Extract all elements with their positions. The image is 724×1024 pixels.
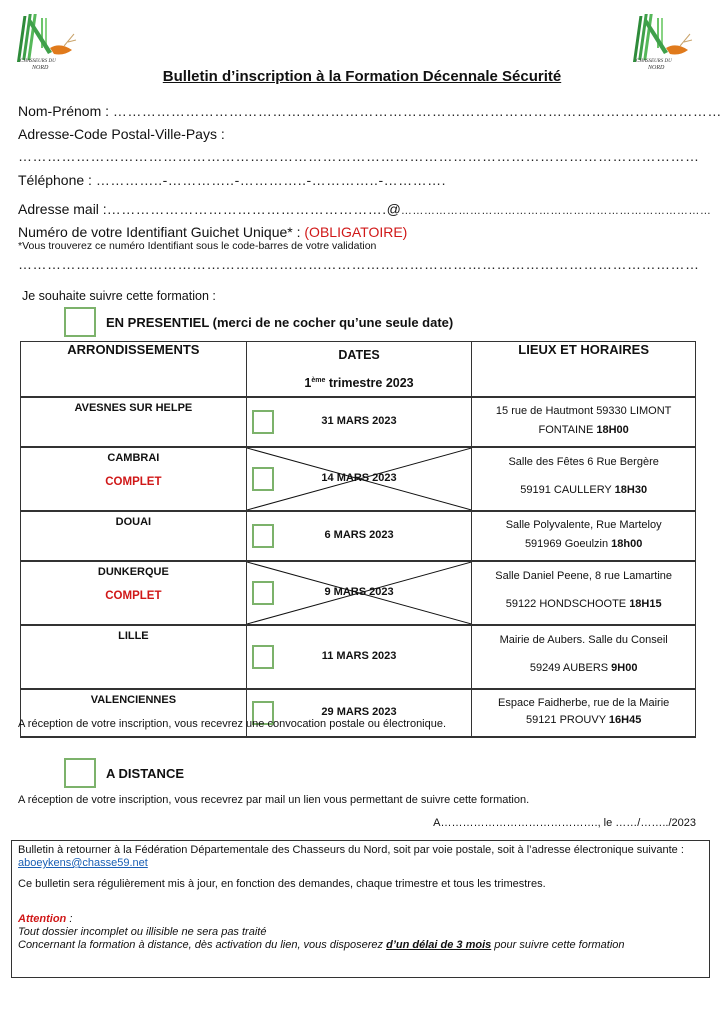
header-dates-title: DATES	[338, 348, 380, 362]
lieu-cell: Salle Polyvalente, Rue Marteloy 591969 Goeulzin 18h00	[472, 511, 696, 561]
horaire: 18H30	[614, 484, 648, 497]
date-cell-crossed	[246, 561, 472, 625]
distance-checkbox[interactable]	[64, 758, 96, 788]
return-instructions: Bulletin à retourner à la Fédération Départementale des Chasseurs du Nord, soit par voie postale, soit à l’adresse électronique suivante : aboeykens@chasse59.net	[18, 844, 684, 869]
intro-text: Je souhaite suivre cette formation :	[22, 289, 216, 303]
distance-note: A réception de votre inscription, vous recevrez par mail un lien vous permettant de suivre cette formation.	[18, 794, 530, 806]
info-box	[11, 840, 710, 978]
identifiant-label: Numéro de votre Identifiant Guichet Unique* :	[18, 224, 305, 240]
presentiel-checkbox[interactable]	[64, 307, 96, 337]
email-fill-local: ………………………………………………….	[106, 201, 387, 217]
presentiel-option[interactable]	[64, 307, 453, 337]
date-cell[interactable]	[246, 511, 472, 561]
attention-line-2: Concernant la formation à distance, dès activation du lien, vous disposerez d’un délai de 3 mois pour suivre cette formation	[18, 939, 625, 951]
horaire: 9H00	[611, 662, 638, 675]
arrondissement-cell: LILLE	[21, 625, 247, 689]
name-field[interactable]	[18, 103, 722, 119]
table-row	[21, 397, 696, 447]
phone-field[interactable]	[18, 172, 446, 188]
chasseurs-du-nord-logo-icon	[16, 12, 82, 72]
lieu-cell: Salle des Fêtes 6 Rue Bergère 59191 CAULLERY 18H30	[472, 447, 696, 511]
required-badge: (OBLIGATOIRE)	[304, 224, 408, 240]
horaire: 18H00	[596, 424, 629, 437]
name-label: Nom-Prénom :	[18, 103, 113, 119]
header-dates-period: 1ème trimestre 2023	[304, 376, 414, 391]
cross-out-icon	[247, 562, 472, 624]
email-field[interactable]	[18, 201, 711, 217]
header-dates	[246, 342, 472, 398]
address-label: Adresse-Code Postal-Ville-Pays :	[18, 126, 225, 142]
arrondissement-cell: CAMBRAI COMPLET	[21, 447, 247, 511]
table-row	[21, 447, 696, 511]
date-cell-crossed	[246, 447, 472, 511]
table-row	[21, 561, 696, 625]
identifiant-field[interactable]	[18, 256, 700, 272]
svg-text:CHASSEURS DU: CHASSEURS DU	[636, 59, 672, 64]
presentiel-note: A réception de votre inscription, vous recevrez une convocation postale ou électronique.	[18, 718, 447, 730]
svg-text:NORD: NORD	[32, 65, 49, 71]
arrondissement-cell: DOUAI	[21, 511, 247, 561]
session-date: 6 MARS 2023	[324, 528, 394, 541]
email-fill-domain: ………………………………………………………………………	[400, 205, 712, 217]
contact-email-link[interactable]: aboeykens@chasse59.net	[18, 857, 148, 869]
session-date: 14 MARS 2023	[321, 471, 397, 484]
identifiant-fill: ……………………………………………………………………………………………………………………………	[18, 256, 700, 272]
arrondissement-cell: VALENCIENNES	[21, 689, 247, 737]
date-cell[interactable]	[246, 625, 472, 689]
date-cell[interactable]	[246, 397, 472, 447]
update-note: Ce bulletin sera régulièrement mis à jour, en fonction des demandes, chaque trimestre et tous les trimestres.	[18, 878, 546, 890]
lieu-cell: Mairie de Aubers. Salle du Conseil 59249 AUBERS 9H00	[472, 625, 696, 689]
address-fill: ……………………………………………………………………………………………………………………………	[18, 148, 700, 164]
distance-label: A DISTANCE	[106, 765, 184, 781]
table-row	[21, 511, 696, 561]
attention-line-1: Tout dossier incomplet ou illisible ne sera pas traité	[18, 926, 267, 938]
federation-logo-left	[16, 12, 82, 72]
address-field[interactable]	[18, 148, 700, 164]
horaire: 18h00	[611, 538, 643, 551]
session-date: 31 MARS 2023	[321, 414, 397, 427]
chasseurs-du-nord-logo-icon	[632, 12, 698, 72]
svg-text:CHASSEURS DU: CHASSEURS DU	[20, 59, 56, 64]
session-date: 11 MARS 2023	[321, 649, 397, 662]
distance-option[interactable]	[64, 758, 184, 788]
horaire: 18H15	[629, 598, 662, 611]
sessions-table	[20, 341, 696, 738]
federation-logo-right	[632, 12, 698, 72]
name-fill: ………………………………………………………………………………………………………………	[112, 103, 722, 119]
lieu-cell: Espace Faidherbe, rue de la Mairie 59121 PROUVY 16H45	[472, 689, 696, 737]
identifiant-label-row	[18, 224, 407, 240]
identifiant-note: *Vous trouverez ce numéro Identifiant sous le code-barres de votre validation	[18, 240, 377, 252]
session-date: 9 MARS 2023	[324, 585, 394, 598]
attention-heading: Attention :	[18, 913, 73, 925]
page-title: Bulletin d’inscription à la Formation Décennale Sécurité	[162, 68, 562, 85]
cross-out-icon	[247, 448, 472, 510]
signature-line[interactable]: A……………………………………., le ……/……../2023	[433, 817, 696, 829]
header-lieux: LIEUX ET HORAIRES	[472, 342, 696, 398]
presentiel-label: EN PRESENTIEL (merci de ne cocher qu’une seule date)	[106, 314, 454, 330]
complet-badge: COMPLET	[105, 476, 162, 489]
arrondissement-cell: DUNKERQUE COMPLET	[21, 561, 247, 625]
session-date: 29 MARS 2023	[321, 705, 397, 718]
email-at-sign: @	[386, 201, 401, 217]
email-label: Adresse mail :	[18, 201, 107, 217]
svg-text:NORD: NORD	[648, 65, 665, 71]
lieu-cell: 15 rue de Hautmont 59330 LIMONT FONTAINE 18H00	[472, 397, 696, 447]
horaire: 16H45	[608, 714, 642, 727]
arrondissement-cell: AVESNES SUR HELPE	[21, 397, 247, 447]
phone-fill: …………..-…………..-…………..-…………..-………….	[95, 172, 446, 188]
phone-label: Téléphone :	[18, 172, 96, 188]
complet-badge: COMPLET	[105, 590, 162, 603]
table-row	[21, 625, 696, 689]
lieu-cell: Salle Daniel Peene, 8 rue Lamartine 59122 HONDSCHOOTE 18H15	[472, 561, 696, 625]
table-header-row	[21, 342, 696, 398]
header-arrondissements: ARRONDISSEMENTS	[21, 342, 247, 398]
